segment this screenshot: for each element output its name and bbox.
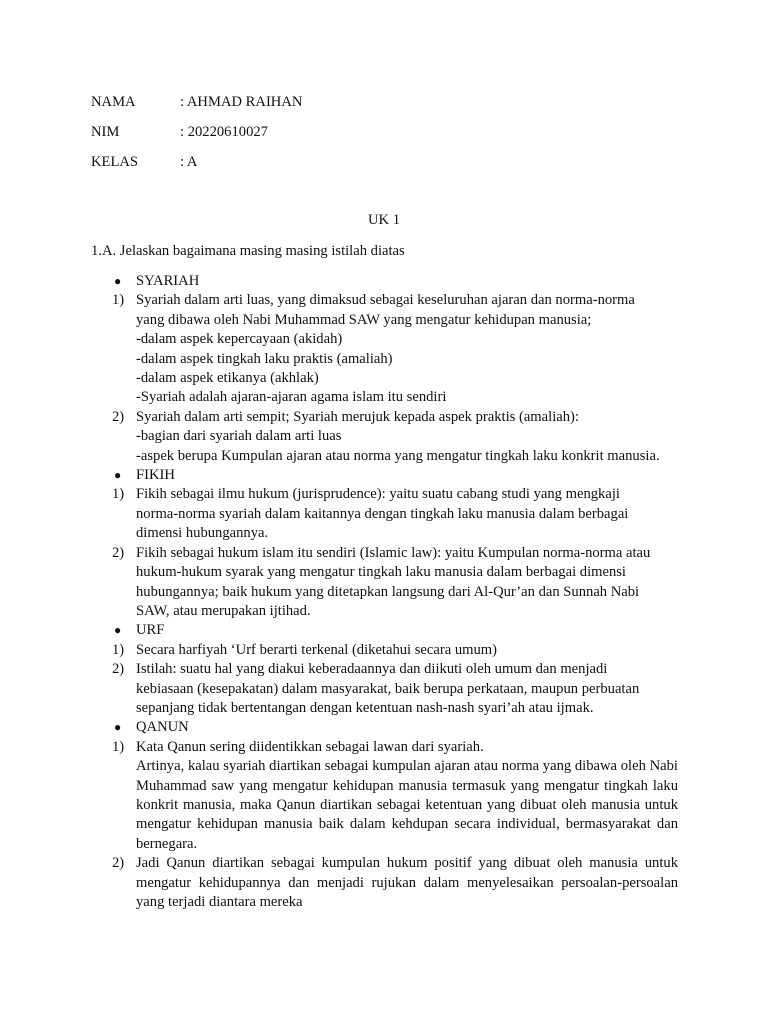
list-item xyxy=(112,738,678,854)
list-item xyxy=(112,408,678,466)
item-number: 1) xyxy=(112,738,125,755)
item-line: Syariah dalam arti luas, yang dimaksud sebagai keseluruhan ajaran dan norma-norma xyxy=(136,292,635,309)
question-text: 1.A. Jelaskan bagaimana masing masing istilah diatas xyxy=(91,243,405,259)
answer-content xyxy=(112,272,678,912)
item-line: -dalam aspek kepercayaan (akidah) xyxy=(136,331,343,348)
section-heading-label: SYARIAH xyxy=(136,273,200,289)
list-item xyxy=(112,641,678,660)
item-line: Fikih sebagai hukum islam itu sendiri (Islamic law): yaitu Kumpulan norma-norma atau xyxy=(136,544,651,561)
bullet-icon: ● xyxy=(114,468,122,483)
item-number: 2) xyxy=(112,408,125,425)
section-heading-fikih xyxy=(112,466,678,485)
section-heading-qanun xyxy=(112,718,678,737)
item-line: kebiasaan (kesepakatan) dalam masyarakat, baik berupa perkataan, maupun perbuatan xyxy=(136,680,640,697)
item-line: -dalam aspek etikanya (akhlak) xyxy=(136,370,319,387)
list-item xyxy=(112,854,678,912)
list-item xyxy=(112,544,678,622)
bullet-icon: ● xyxy=(114,274,122,288)
section-heading-label: URF xyxy=(136,622,165,639)
item-number: 1) xyxy=(112,641,125,658)
item-line: sepanjang tidak bertentangan dengan ketentuan nash-nash syari’ah atau ijmak. xyxy=(136,699,594,716)
item-line: norma-norma syariah dalam kaitannya dengan tingkah laku manusia dalam berbagai xyxy=(136,505,629,522)
item-line: Syariah dalam arti sempit; Syariah merujuk kepada aspek praktis (amaliah): xyxy=(136,408,579,425)
bullet-icon: ● xyxy=(114,720,122,735)
section-heading-label: FIKIH xyxy=(136,467,175,484)
item-number: 2) xyxy=(112,661,125,678)
nim-value: : 20220610027 xyxy=(180,124,268,140)
item-number: 1) xyxy=(112,292,125,309)
list-item xyxy=(112,485,678,543)
item-line: -dalam aspek tingkah laku praktis (amaliah) xyxy=(136,350,393,367)
item-paragraph: Jadi Qanun diartikan sebagai kumpulan hukum positif yang dibuat oleh manusia untuk mengatur kehidupannya dan menjadi rujukan dalam menyelesaikan persoalan-persoalan yang terjadi diantara mereka xyxy=(136,855,678,910)
item-number: 2) xyxy=(112,544,125,561)
item-line: -Syariah adalah ajaran-ajaran agama islam itu sendiri xyxy=(136,389,447,406)
item-line: yang dibawa oleh Nabi Muhammad SAW yang mengatur kehidupan manusia; xyxy=(136,311,592,328)
item-line: Istilah: suatu hal yang diakui keberadaannya dan diikuti oleh umum dan menjadi xyxy=(136,661,608,678)
list-item xyxy=(112,291,678,407)
kelas-value: : A xyxy=(180,154,198,170)
item-line: hukum-hukum syarak yang mengatur tingkah laku manusia dalam berbagai dimensi xyxy=(136,564,626,581)
section-heading-syariah xyxy=(112,272,678,291)
item-line: SAW, atau merupakan ijtihad. xyxy=(136,602,311,619)
item-line: dimensi hubungannya. xyxy=(136,525,269,542)
item-line: Fikih sebagai ilmu hukum (jurisprudence): yaitu suatu cabang studi yang mengkaji xyxy=(136,486,620,503)
section-heading-urf xyxy=(112,621,678,640)
kelas-label: KELAS xyxy=(91,154,139,170)
item-line: -bagian dari syariah dalam arti luas xyxy=(136,428,342,445)
item-line: -aspek berupa Kumpulan ajaran atau norma yang mengatur tingkah laku konkrit manusia. xyxy=(136,447,660,464)
item-number: 1) xyxy=(112,486,125,503)
nama-label: NAMA xyxy=(91,94,136,110)
item-line: hubungannya; baik hukum yang ditetapkan langsung dari Al-Qur’an dan Sunnah Nabi xyxy=(136,583,640,600)
nim-label: NIM xyxy=(91,124,120,140)
item-line: Kata Qanun sering diidentikkan sebagai lawan dari syariah. xyxy=(136,738,484,755)
item-paragraph: Artinya, kalau syariah diartikan sebagai kumpulan ajaran atau norma yang dibawa oleh Nabi Muhammad saw yang mengatur kehidupan manusia termasuk yang mengatur tingkah laku konkrit manusia, maka Qanun diartikan sebagai ketentuan yang dibuat oleh manusia untuk mengatur kehidupan manusia baik dalam kehdupan secara individual, bermasyarakat dan bernegara. xyxy=(136,758,678,852)
item-number: 2) xyxy=(112,855,125,872)
bullet-icon: ● xyxy=(114,623,122,638)
item-line: Secara harfiyah ‘Urf berarti terkenal (diketahui secara umum) xyxy=(136,641,498,658)
nama-value: : AHMAD RAIHAN xyxy=(180,94,303,110)
page-title: UK 1 xyxy=(367,212,401,228)
section-heading-label: QANUN xyxy=(136,719,189,736)
list-item xyxy=(112,660,678,718)
